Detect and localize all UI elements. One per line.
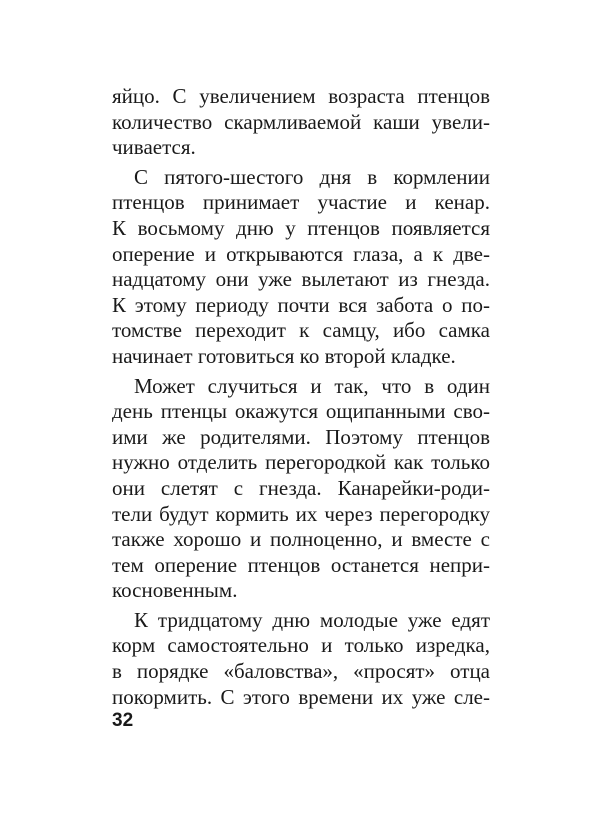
page-number: 32: [112, 710, 134, 731]
text-line: количество скармливаемой каши увели-: [112, 109, 490, 134]
paragraph: [112, 374, 490, 604]
text-line: надцатому они уже вылетают из гнезда.: [112, 267, 490, 292]
text-line: корм самостоятельно и только изредка,: [112, 633, 490, 658]
text-line: К тридцатому дню молодые уже едят: [134, 607, 490, 632]
text-line: покормить. С этого времени их уже сле-: [112, 684, 490, 709]
text-line: день птенцы окажутся ощипанными сво-: [112, 399, 490, 424]
text-line: Может случиться и так, что в один: [134, 373, 490, 398]
text-line: К этому периоду почти вся забота о по-: [112, 292, 490, 317]
text-line: начинает готовиться ко второй кладке.: [112, 343, 456, 368]
text-line: яйцо. С увеличением возраста птенцов: [112, 84, 490, 108]
paragraph: [112, 84, 490, 161]
text-line: тели будут кормить их через перегородку: [112, 501, 490, 526]
text-line: К восьмому дню у птенцов появляется: [112, 215, 490, 240]
text-line: нужно отделить перегородкой как только: [112, 450, 490, 475]
text-line: также хорошо и полноценно, и вместе с: [112, 527, 490, 552]
text-line: они слетят с гнезда. Канарейки-роди-: [112, 475, 490, 500]
text-line: косновенным.: [112, 578, 238, 603]
text-line: ими же родителями. Поэтому птенцов: [112, 424, 490, 449]
text-line: птенцов принимает участие и кенар.: [112, 190, 490, 215]
text-line: томстве переходит к самцу, ибо самка: [112, 318, 490, 343]
text-line: тем оперение птенцов останется непри-: [112, 552, 490, 577]
paragraph: [112, 608, 490, 710]
page-text: [112, 84, 490, 714]
text-line: С пятого-шестого дня в кормлении: [134, 164, 490, 189]
text-line: чивается.: [112, 135, 196, 160]
paragraph: [112, 165, 490, 370]
text-line: в порядке «баловства», «просят» отца: [112, 659, 490, 684]
text-line: оперение и открываются глаза, а к две-: [112, 241, 490, 266]
